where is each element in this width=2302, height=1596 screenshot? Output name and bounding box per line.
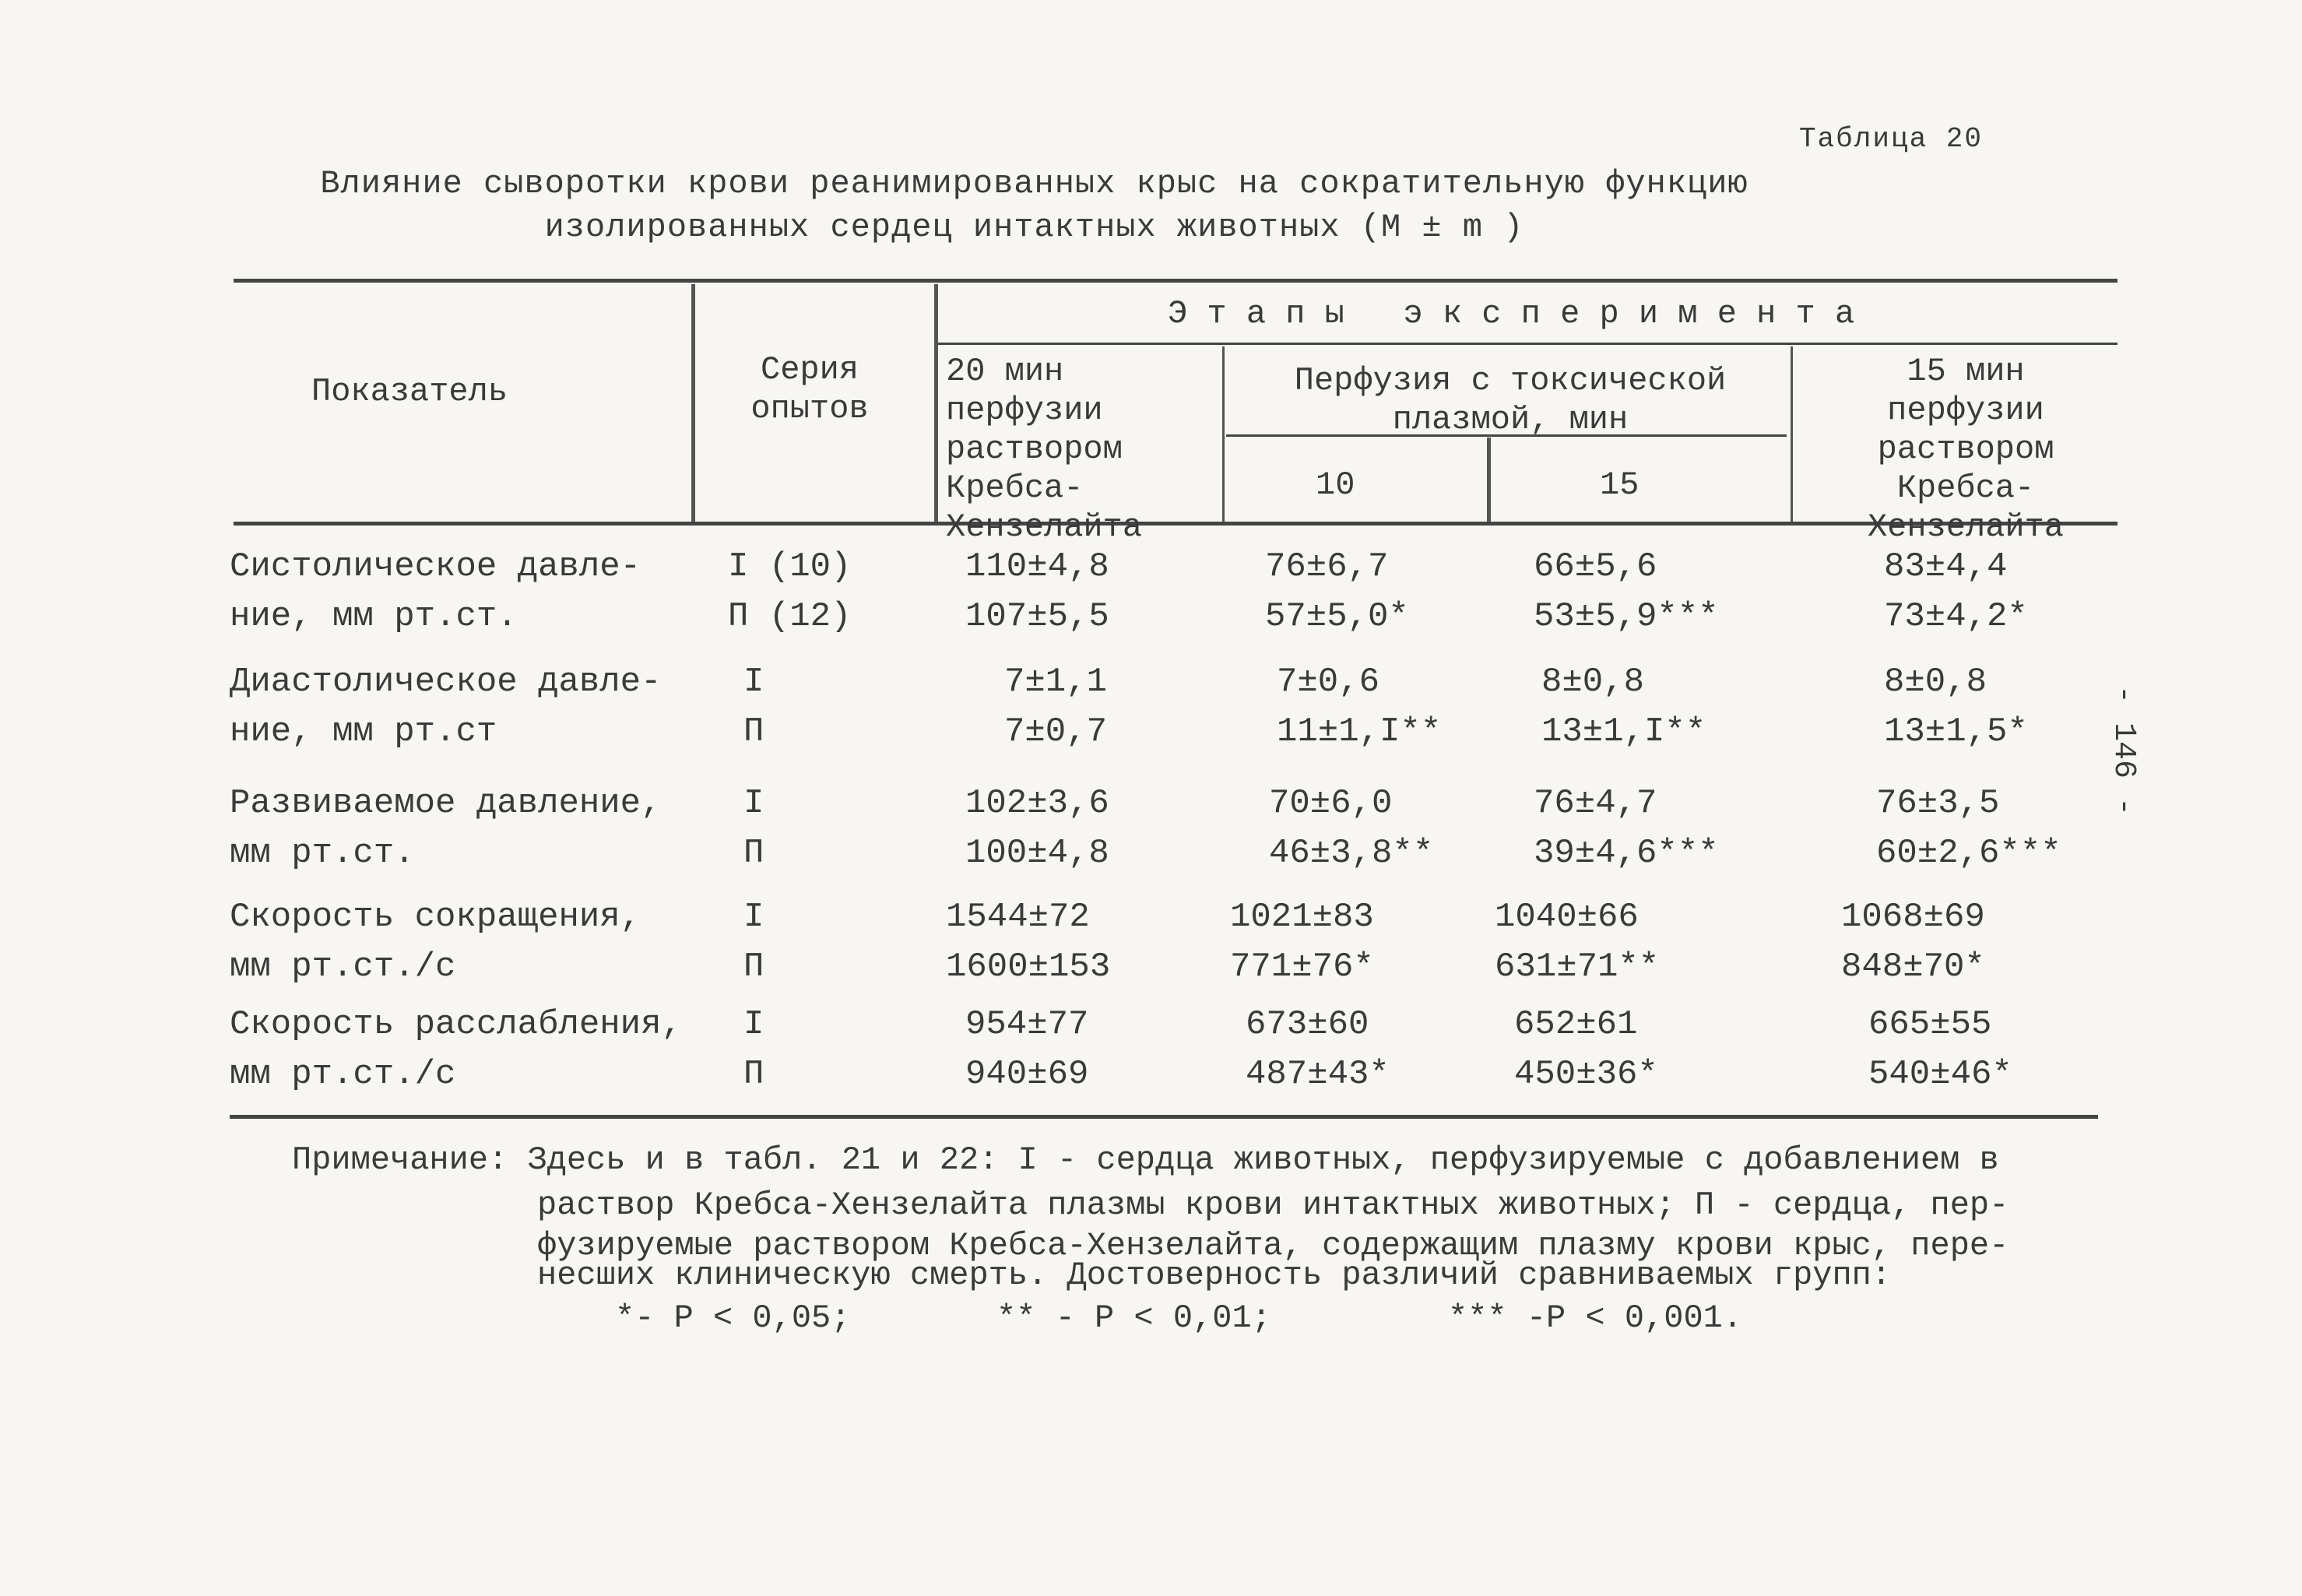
row-developed-stage2-15: 76±4,7 39±4,6*** <box>1534 784 1719 873</box>
row-developed-stage1: 102±3,6 100±4,8 <box>965 784 1109 873</box>
row-systolic-stage2-15: 66±5,6 53±5,9*** <box>1534 547 1719 636</box>
row-systolic-stage1: 110±4,8 107±5,5 <box>965 547 1109 636</box>
header-stage2: Перфузия с токсической плазмой, мин <box>1294 362 1727 438</box>
table-bottom-rule <box>230 1115 2098 1119</box>
row-contraction-stage3: 1068±69 848±70* <box>1841 898 1985 986</box>
header-stage2-15min: 15 <box>1600 466 1640 504</box>
note-sig1: *- P < 0,05; <box>615 1299 851 1337</box>
header-stage2-10min: 10 <box>1316 466 1355 504</box>
row-developed-series: I П <box>743 784 764 873</box>
row-developed-stage2-10: 70±6,0 46±3,8** <box>1269 784 1434 873</box>
row-contraction-stage2-10: 1021±83 771±76* <box>1230 898 1374 986</box>
row-diastolic-indicator: Диастолическое давле- ние, мм рт.ст <box>230 663 662 751</box>
row-systolic-stage2-10: 76±6,7 57±5,0* <box>1265 547 1409 636</box>
row-relaxation-stage3: 665±55 540±46* <box>1868 1005 2012 1094</box>
note-line4: несших клиническую смерть. Достоверность различий сравниваемых групп: <box>537 1257 1892 1294</box>
note-line3: фузируемые раствором Кребса-Хензелайта, содержащим плазму крови крыс, пере- <box>537 1227 2009 1264</box>
row-diastolic-stage1: 7±1,1 7±0,7 <box>1004 663 1108 751</box>
col-divider-2 <box>934 284 938 522</box>
header-series: Серия опытов <box>750 351 869 427</box>
table-caption-line1: Влияние сыворотки крови реанимированных крыс на сократительную функцию <box>320 165 1748 202</box>
header-stage3: 15 мин перфузии раствором Кребса-Хензелайта <box>1867 353 2065 546</box>
page-number: - 146 - <box>2106 685 2141 817</box>
col-divider-5 <box>1791 346 1793 522</box>
col-divider-1 <box>691 284 695 522</box>
table-top-rule <box>234 279 2117 283</box>
row-relaxation-stage2-10: 673±60 487±43* <box>1246 1005 1390 1094</box>
row-contraction-series: I П <box>743 898 764 986</box>
row-diastolic-series: I П <box>743 663 764 751</box>
col-divider-3 <box>1222 346 1225 522</box>
note-sig2: ** - P < 0,01; <box>996 1299 1271 1337</box>
row-diastolic-stage3: 8±0,8 13±1,5* <box>1884 663 2028 751</box>
col-divider-4 <box>1487 438 1491 522</box>
header-stage1: 20 мин перфузии раствором Кребса-Хензелайта <box>946 353 1143 546</box>
row-developed-indicator: Развиваемое давление, мм рт.ст. <box>230 784 662 873</box>
header-indicator: Показатель <box>311 373 508 410</box>
row-systolic-series: I (10) П (12) <box>728 547 852 636</box>
row-systolic-indicator: Систолическое давле- ние, мм рт.ст. <box>230 547 641 636</box>
row-contraction-stage1: 1544±72 1600±153 <box>946 898 1111 986</box>
header-stages-title: Э т а п ы э к с п е р и м е н т а <box>1168 295 1855 332</box>
note-line2: раствор Кребса-Хензелайта плазмы крови интактных животных; П - сердца, пер- <box>537 1186 2009 1224</box>
row-contraction-indicator: Скорость сокращения, мм рт.ст./с <box>230 898 641 986</box>
table-caption-line2: изолированных сердец интактных животных (М ± m ) <box>544 209 1524 246</box>
row-contraction-stage2-15: 1040±66 631±71** <box>1495 898 1660 986</box>
table-number: Таблица 20 <box>1798 123 1983 155</box>
row-relaxation-indicator: Скорость расслабления, мм рт.ст./с <box>230 1005 682 1094</box>
row-relaxation-stage2-15: 652±61 450±36* <box>1514 1005 1658 1094</box>
row-developed-stage3: 76±3,5 60±2,6*** <box>1876 784 2061 873</box>
stages-rule <box>938 343 2117 345</box>
row-relaxation-stage1: 954±77 940±69 <box>965 1005 1089 1094</box>
note-line1: Примечание: Здесь и в табл. 21 и 22: I - сердца животных, перфузируемые с добавлением в <box>292 1141 1999 1179</box>
row-diastolic-stage2-10: 7±0,6 11±1,I** <box>1277 663 1442 751</box>
row-relaxation-series: I П <box>743 1005 764 1094</box>
row-diastolic-stage2-15: 8±0,8 13±1,I** <box>1541 663 1706 751</box>
note-sig3: *** -P < 0,001. <box>1448 1299 1743 1337</box>
row-systolic-stage3: 83±4,4 73±4,2* <box>1884 547 2028 636</box>
